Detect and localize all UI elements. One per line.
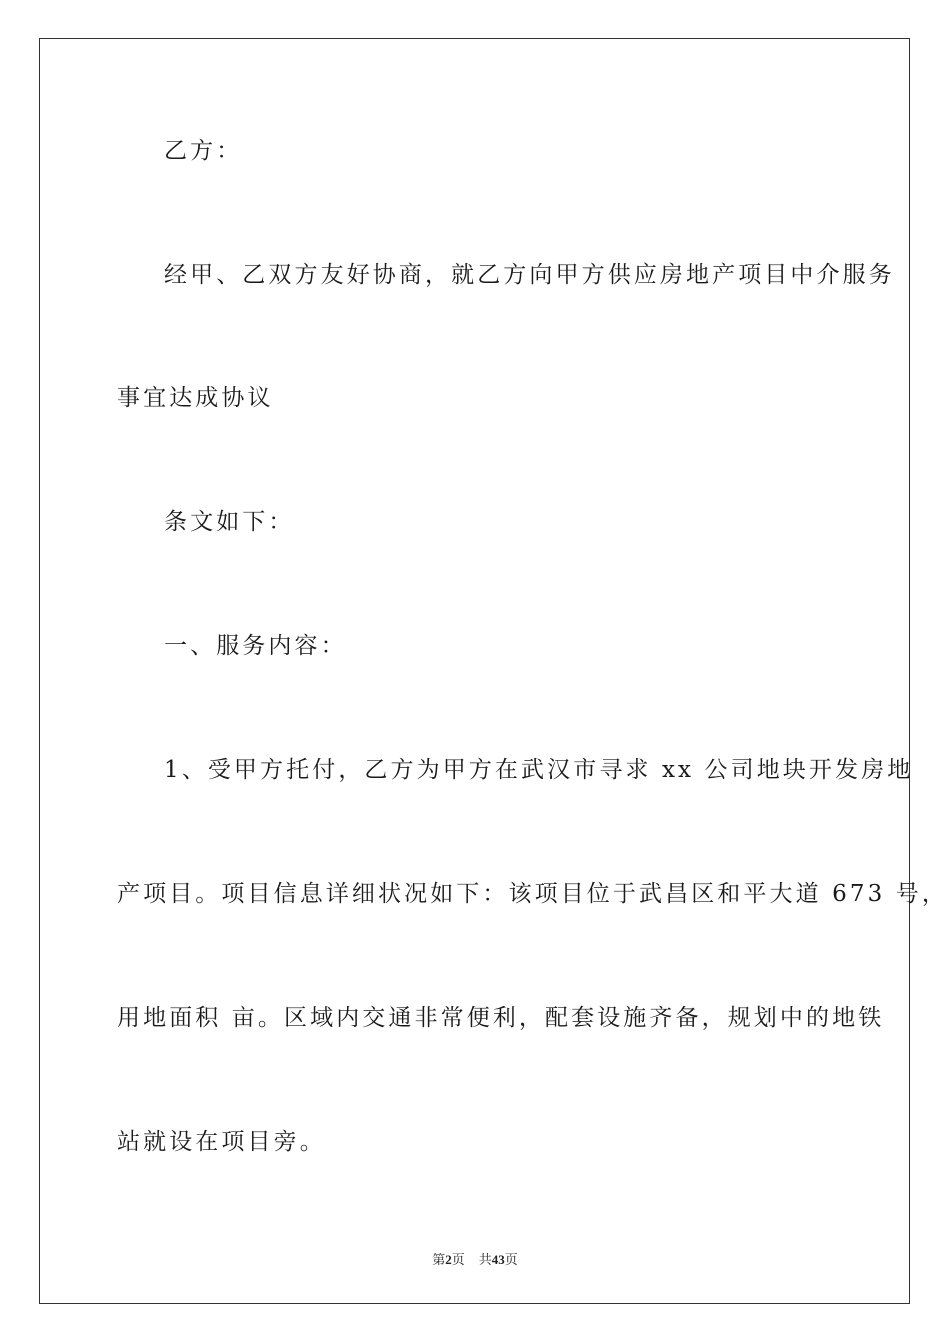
clause-1-line-3: 用地面积 亩。区域内交通非常便利，配套设施齐备，规划中的地铁 [117,1005,885,1031]
footer-total-prefix: 共 [478,1252,492,1267]
clause-1-line-2: 产项目。项目信息详细状况如下：该项目位于武昌区和平大道 673 号， [117,881,948,907]
paragraph-intro-line-2: 事宜达成协议 [117,385,274,411]
section-heading-service-content: 一、服务内容： [164,633,347,659]
paragraph-party-b: 乙方： [164,138,243,164]
clause-1-line-4: 站就设在项目旁。 [117,1129,326,1155]
page-border [39,38,910,1304]
footer-total-suffix: 页 [504,1252,518,1267]
paragraph-clauses-heading: 条文如下： [164,509,295,535]
footer-total-pages: 43 [491,1252,505,1267]
footer-page-suffix: 页 [451,1252,465,1267]
paragraph-intro-line-1: 经甲、乙双方友好协商，就乙方向甲方供应房地产项目中介服务 [164,262,895,288]
footer-page-prefix: 第 [432,1252,446,1267]
clause-1-line-1: 1、受甲方托付，乙方为甲方在武汉市寻求 xx 公司地块开发房地 [164,757,914,783]
footer-page-number: 2 [445,1252,452,1267]
page-footer [0,1249,950,1268]
